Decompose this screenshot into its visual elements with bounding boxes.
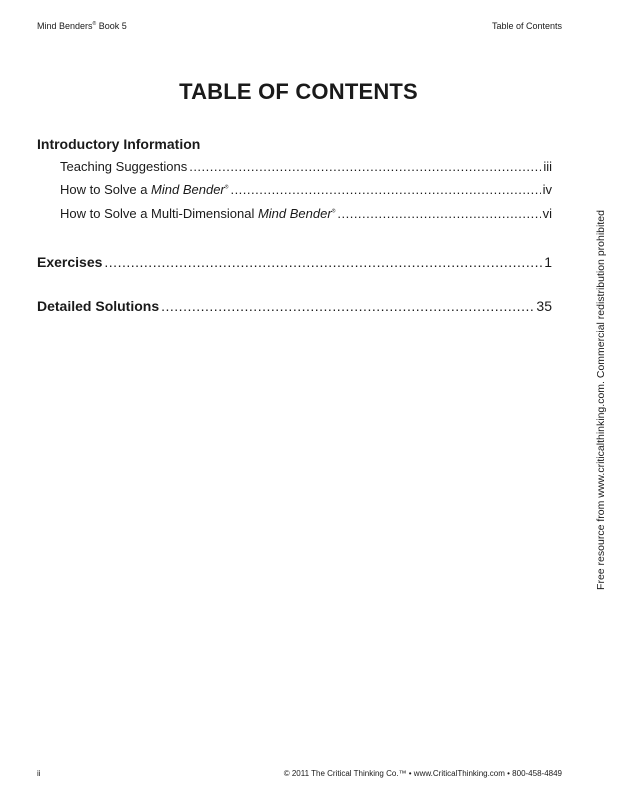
toc-page-number: iv (542, 182, 552, 197)
book-name: Mind Benders (37, 21, 93, 31)
toc-label (60, 206, 335, 221)
redistribution-notice: Free resource from www.criticalthinking.com. Commercial redistribution prohibited (595, 210, 607, 590)
toc-entry-teaching-suggestions (60, 159, 552, 174)
dot-leader (161, 298, 534, 314)
registered-mark: ® (92, 21, 97, 27)
toc-page-number: 1 (544, 254, 552, 270)
dot-leader (104, 254, 542, 270)
dot-leader (230, 182, 540, 197)
dot-leader (189, 159, 541, 174)
footer-copyright: © 2011 The Critical Thinking Co.™ • www.CriticalThinking.com • 800-458-4849 (283, 769, 562, 778)
toc-entry-detailed-solutions (37, 298, 552, 314)
toc-page-number: 35 (536, 298, 552, 314)
registered-mark: ® (224, 184, 229, 191)
toc-label: Exercises (37, 254, 103, 270)
toc-label: Detailed Solutions (37, 298, 160, 314)
toc-label-italic: Mind Bender (257, 206, 332, 221)
registered-mark: ® (331, 208, 336, 215)
dot-leader (337, 206, 540, 221)
toc-entry-exercises (37, 254, 552, 270)
running-header-book (37, 21, 127, 31)
toc-label-italic: Mind Bender (151, 182, 225, 197)
intro-heading: Introductory Information (37, 136, 201, 152)
toc-label-text: How to Solve a Multi-Dimensional (60, 206, 258, 221)
book-number: Book 5 (96, 21, 127, 31)
page-title: TABLE OF CONTENTS (179, 79, 418, 104)
toc-label (60, 182, 228, 197)
running-header-section: Table of Contents (491, 21, 562, 31)
toc-page-number: vi (542, 206, 552, 221)
toc-label: Teaching Suggestions (60, 159, 188, 174)
toc-page-number: iii (543, 159, 552, 174)
toc-entry-multi-dimensional (60, 206, 552, 221)
page-number: ii (37, 769, 41, 778)
toc-entry-how-to-solve (60, 182, 552, 197)
toc-label-text: How to Solve a (60, 182, 152, 197)
